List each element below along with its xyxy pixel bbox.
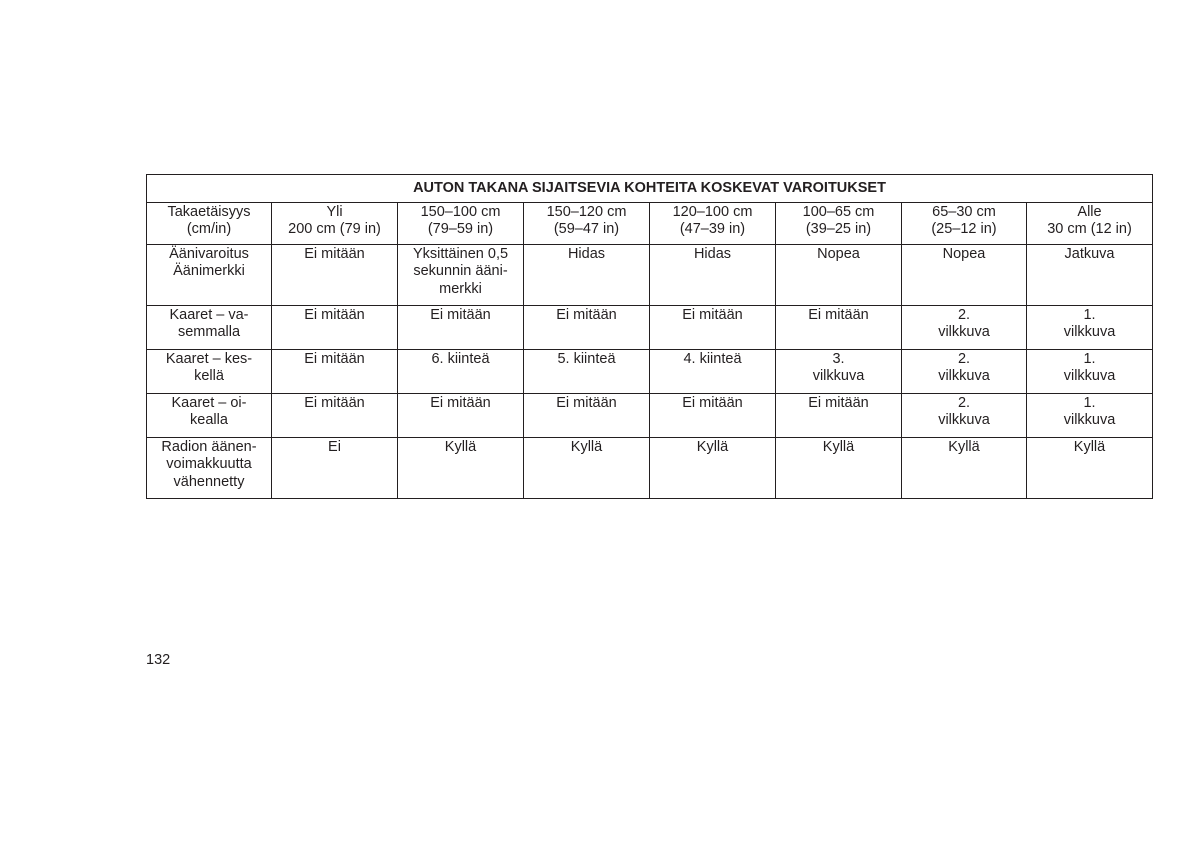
table-cell: Yli 200 cm (79 in) [272,202,398,244]
table-cell: Nopea [902,244,1027,305]
row-header-cell: Kaaret – kes- kellä [147,349,272,393]
table-cell: Kyllä [776,437,902,498]
table-cell: 3. vilkkuva [776,349,902,393]
table-cell: Alle 30 cm (12 in) [1027,202,1153,244]
table-cell: Ei [272,437,398,498]
row-arcs-center [147,349,1153,393]
table-cell: Ei mitään [272,305,398,349]
row-header-cell: Radion äänen- voimakkuutta vähennetty [147,437,272,498]
row-arcs-right [147,393,1153,437]
table-cell: 5. kiinteä [524,349,650,393]
table-cell: Ei mitään [398,305,524,349]
table-cell: 1. vilkkuva [1027,349,1153,393]
table-cell: 1. vilkkuva [1027,305,1153,349]
row-sound-warning [147,244,1153,305]
table-title: AUTON TAKANA SIJAITSEVIA KOHTEITA KOSKEVAT VAROITUKSET [147,175,1153,203]
table-cell: Kyllä [650,437,776,498]
table-cell: Ei mitään [776,393,902,437]
row-radio-volume [147,437,1153,498]
table-cell: Ei mitään [398,393,524,437]
table-cell: 4. kiinteä [650,349,776,393]
page-number: 132 [146,652,171,668]
table-cell: Ei mitään [272,393,398,437]
row-header-cell: Kaaret – va- semmalla [147,305,272,349]
table-cell: 1. vilkkuva [1027,393,1153,437]
table-cell: 2. vilkkuva [902,305,1027,349]
table-cell: Ei mitään [524,393,650,437]
table-cell: Ei mitään [524,305,650,349]
table-cell: 2. vilkkuva [902,393,1027,437]
table-cell: Ei mitään [272,244,398,305]
table-cell: Ei mitään [776,305,902,349]
table-cell: 150–120 cm (59–47 in) [524,202,650,244]
row-distance [147,202,1153,244]
table-cell: Nopea [776,244,902,305]
row-arcs-left [147,305,1153,349]
row-header-cell: Kaaret – oi- kealla [147,393,272,437]
table-cell: 65–30 cm (25–12 in) [902,202,1027,244]
table-cell: Ei mitään [272,349,398,393]
table-cell: Ei mitään [650,305,776,349]
table-cell: Hidas [524,244,650,305]
table-cell: 2. vilkkuva [902,349,1027,393]
table-cell: Jatkuva [1027,244,1153,305]
table-cell: Kyllä [902,437,1027,498]
table-cell: 120–100 cm (47–39 in) [650,202,776,244]
table-cell: Kyllä [524,437,650,498]
row-header-cell: Äänivaroitus Äänimerkki [147,244,272,305]
table-cell: Hidas [650,244,776,305]
table-cell: 150–100 cm (79–59 in) [398,202,524,244]
table-cell: Kyllä [398,437,524,498]
table-cell: Ei mitään [650,393,776,437]
parking-sensor-warning-table [146,174,1153,499]
table-cell: 100–65 cm (39–25 in) [776,202,902,244]
row-header-cell: Takaetäisyys (cm/in) [147,202,272,244]
table-cell: Kyllä [1027,437,1153,498]
table-cell: Yksittäinen 0,5 sekunnin ääni- merkki [398,244,524,305]
table-cell: 6. kiinteä [398,349,524,393]
